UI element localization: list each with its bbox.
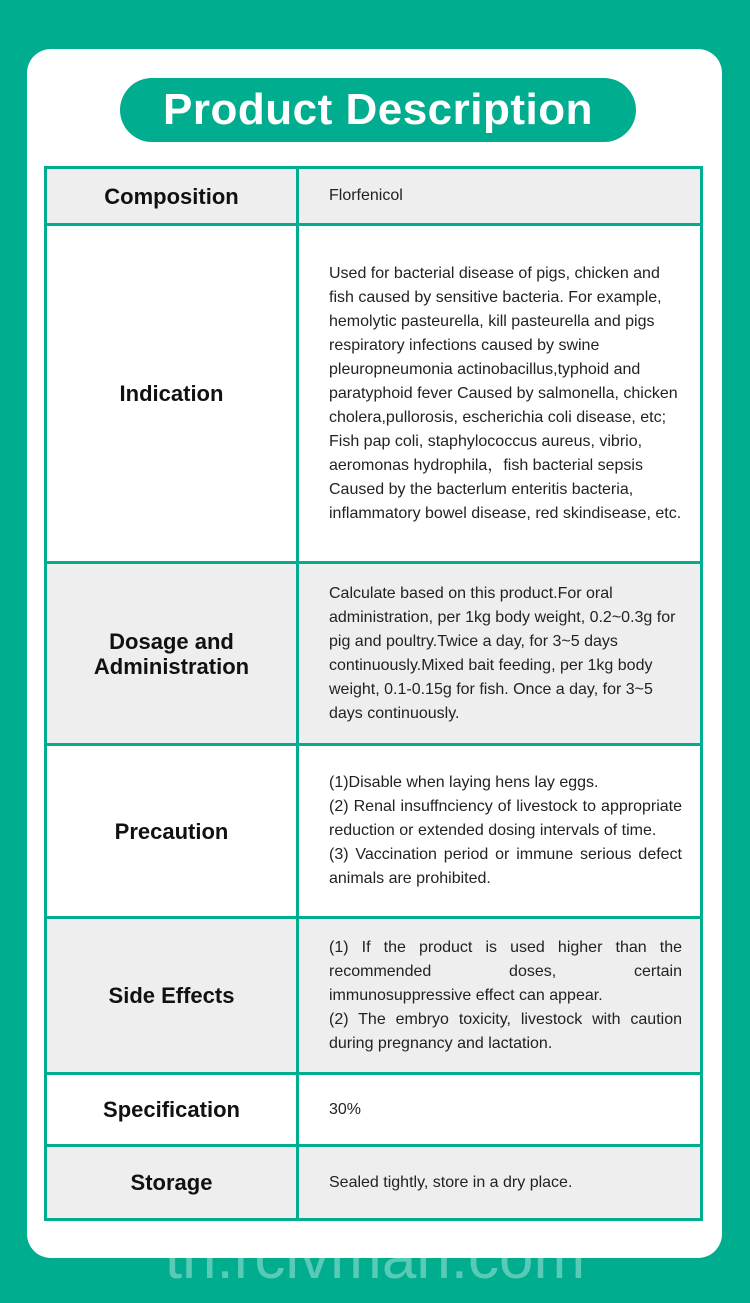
row-label-line: Dosage and — [109, 628, 234, 654]
table-row-precaution — [46, 745, 702, 918]
row-value: Sealed tightly, store in a dry place. — [298, 1146, 702, 1220]
table-row-composition — [46, 168, 702, 225]
table-row-storage — [46, 1146, 702, 1220]
row-label: Side Effects — [46, 918, 298, 1074]
table-row-side-effects — [46, 918, 702, 1074]
row-value — [298, 918, 702, 1074]
row-value: Used for bacterial disease of pigs, chicken and fish caused by sensitive bacteria. For example, hemolytic pasteurella, kill pasteurella and pigs respiratory infections caused by swine pleuropneumonia actinobacillus,typhoid and paratyphoid fever Caused by salmonella, chicken cholera,pullorosis, escherichia coli disease, etc; Fish pap coli, staphylococcus aureus, vibrio, aeromonas hydrophila，fish bacterial sepsis Caused by the bacterlum enteritis bacteria, inflammatory bowel disease, red skindisease, etc. — [298, 225, 702, 563]
row-value: Calculate based on this product.For oral administration, per 1kg body weight, 0.2~0.3g for pig and poultry.Twice a day, for 3~5 days continuously.Mixed bait feeding, per 1kg body weight, 0.1-0.15g for fish. Once a day, for 3~5 days continuously. — [298, 563, 702, 745]
table-row-dosage — [46, 563, 702, 745]
row-label: Composition — [46, 168, 298, 225]
row-label: Storage — [46, 1146, 298, 1220]
row-value: Florfenicol — [298, 168, 702, 225]
row-label — [46, 563, 298, 745]
product-description-table — [44, 166, 703, 1221]
row-label-line: Administration — [93, 653, 250, 679]
list-item: (1)Disable when laying hens lay eggs. — [329, 774, 599, 791]
list-item: (3) Vaccination period or immune serious defect animals are prohibited. — [329, 846, 682, 887]
row-label: Indication — [46, 225, 298, 563]
row-value: 30% — [298, 1074, 702, 1146]
list-item: (2) Renal insuffnciency of livestock to appropriate reduction or extended dosing intervals of time. — [329, 798, 682, 839]
row-value — [298, 745, 702, 918]
table-row-indication — [46, 225, 702, 563]
table-row-specification — [46, 1074, 702, 1146]
row-label: Specification — [46, 1074, 298, 1146]
watermark-text: th.rclvman.com — [164, 1223, 586, 1292]
page-title: Product Description — [120, 78, 636, 142]
row-label: Precaution — [46, 745, 298, 918]
list-item: (1) If the product is used higher than the recommended doses, certain immunosuppressive effect can appear. — [329, 938, 682, 1004]
list-item: (2) The embryo toxicity, livestock with caution during pregnancy and lactation. — [329, 1010, 682, 1052]
